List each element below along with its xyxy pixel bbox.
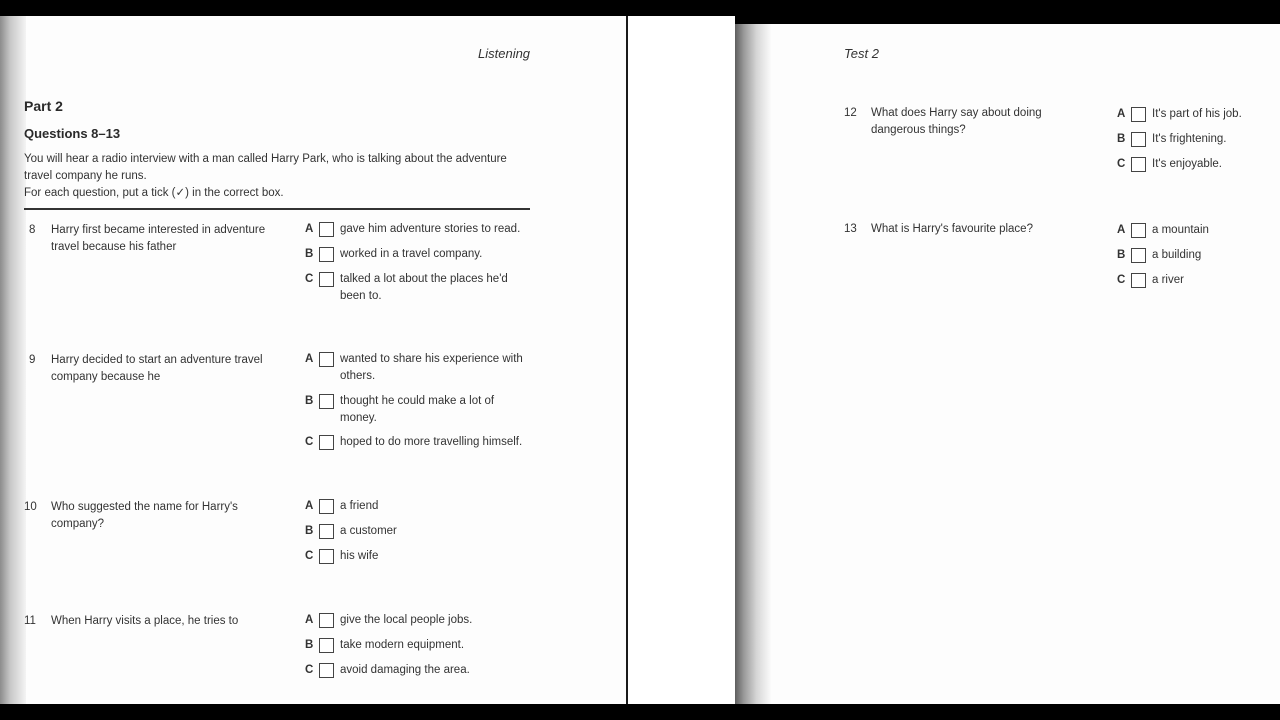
option-letter: A <box>305 614 314 626</box>
page-shadow <box>735 24 771 704</box>
page-divider-line <box>626 16 628 704</box>
tick-box[interactable] <box>1131 273 1146 288</box>
question-stem: What is Harry's favourite place? <box>871 223 1033 235</box>
tick-box[interactable] <box>1131 132 1146 147</box>
tick-box[interactable] <box>319 613 334 628</box>
questions-range: Questions 8–13 <box>24 126 121 141</box>
option-text: take modern equipment. <box>340 639 465 651</box>
option-text: It's part of his job. <box>1152 108 1242 120</box>
option-text: thought he could make a lot of money. <box>340 395 495 424</box>
option-letter: C <box>305 664 314 676</box>
option-letter: C <box>1117 158 1126 170</box>
question-number: 12 <box>844 107 857 119</box>
tick-box[interactable] <box>319 638 334 653</box>
left-page <box>0 16 626 704</box>
option-letter: C <box>305 436 314 448</box>
option-letter: A <box>305 223 314 235</box>
page-shadow <box>0 16 26 704</box>
option-text: It's frightening. <box>1152 133 1227 145</box>
option-text: wanted to share his experience with others. <box>340 353 523 382</box>
page-gutter <box>626 16 735 704</box>
tick-box[interactable] <box>319 663 334 678</box>
question-stem: Harry first became interested in adventure travel because his father <box>51 224 266 253</box>
tick-box[interactable] <box>319 272 334 287</box>
part-title: Part 2 <box>24 98 63 114</box>
instructions <box>24 151 534 202</box>
option-text: his wife <box>340 550 379 562</box>
tick-box[interactable] <box>1131 157 1146 172</box>
option-text: worked in a travel company. <box>340 248 483 260</box>
option-letter: B <box>1117 133 1126 145</box>
option-letter: C <box>305 550 314 562</box>
option-letter: B <box>305 395 314 407</box>
page-header-test: Test 2 <box>844 46 879 61</box>
option-letter: B <box>1117 249 1126 261</box>
right-page <box>735 24 1280 704</box>
instructions-line: You will hear a radio interview with a man called Harry Park, who is talking about the adventure <box>24 153 507 165</box>
question-number: 10 <box>24 501 37 513</box>
tick-box[interactable] <box>319 524 334 539</box>
option-letter: B <box>305 248 314 260</box>
instructions-line: For each question, put a tick (✓) in the correct box. <box>24 187 284 199</box>
tick-box[interactable] <box>319 222 334 237</box>
option-text: a river <box>1152 274 1184 286</box>
page-header-listening: Listening <box>478 46 531 61</box>
tick-box[interactable] <box>319 435 334 450</box>
tick-box[interactable] <box>319 549 334 564</box>
option-letter: A <box>305 353 314 365</box>
tick-box[interactable] <box>1131 223 1146 238</box>
section-divider <box>24 208 530 210</box>
option-letter: C <box>1117 274 1126 286</box>
option-letter: A <box>1117 108 1126 120</box>
tick-box[interactable] <box>319 394 334 409</box>
option-text: avoid damaging the area. <box>340 664 470 676</box>
question-stem: When Harry visits a place, he tries to <box>51 615 239 627</box>
question-number: 11 <box>24 615 36 627</box>
question-number: 13 <box>844 223 857 235</box>
question-number: 9 <box>29 354 36 366</box>
option-text: a customer <box>340 525 397 537</box>
question-stem: What does Harry say about doing dangerous things? <box>871 107 1042 136</box>
option-text: It's enjoyable. <box>1152 158 1222 170</box>
question-number: 8 <box>29 224 36 236</box>
option-text: a building <box>1152 249 1202 261</box>
question-stem: Who suggested the name for Harry's company? <box>51 501 238 530</box>
tick-box[interactable] <box>319 352 334 367</box>
option-letter: C <box>305 273 314 285</box>
option-text: a mountain <box>1152 224 1209 236</box>
question-stem: Harry decided to start an adventure travel company because he <box>51 354 263 383</box>
option-letter: A <box>305 500 314 512</box>
option-text: gave him adventure stories to read. <box>340 223 521 235</box>
option-letter: B <box>305 525 314 537</box>
tick-box[interactable] <box>319 247 334 262</box>
tick-box[interactable] <box>1131 107 1146 122</box>
instructions-line: travel company he runs. <box>24 170 147 182</box>
tick-box[interactable] <box>319 499 334 514</box>
option-letter: B <box>305 639 314 651</box>
tick-box[interactable] <box>1131 248 1146 263</box>
option-text: talked a lot about the places he'd been to. <box>340 273 508 302</box>
option-text: hoped to do more travelling himself. <box>340 436 523 448</box>
option-text: a friend <box>340 500 379 512</box>
option-letter: A <box>1117 224 1126 236</box>
option-text: give the local people jobs. <box>340 614 473 626</box>
